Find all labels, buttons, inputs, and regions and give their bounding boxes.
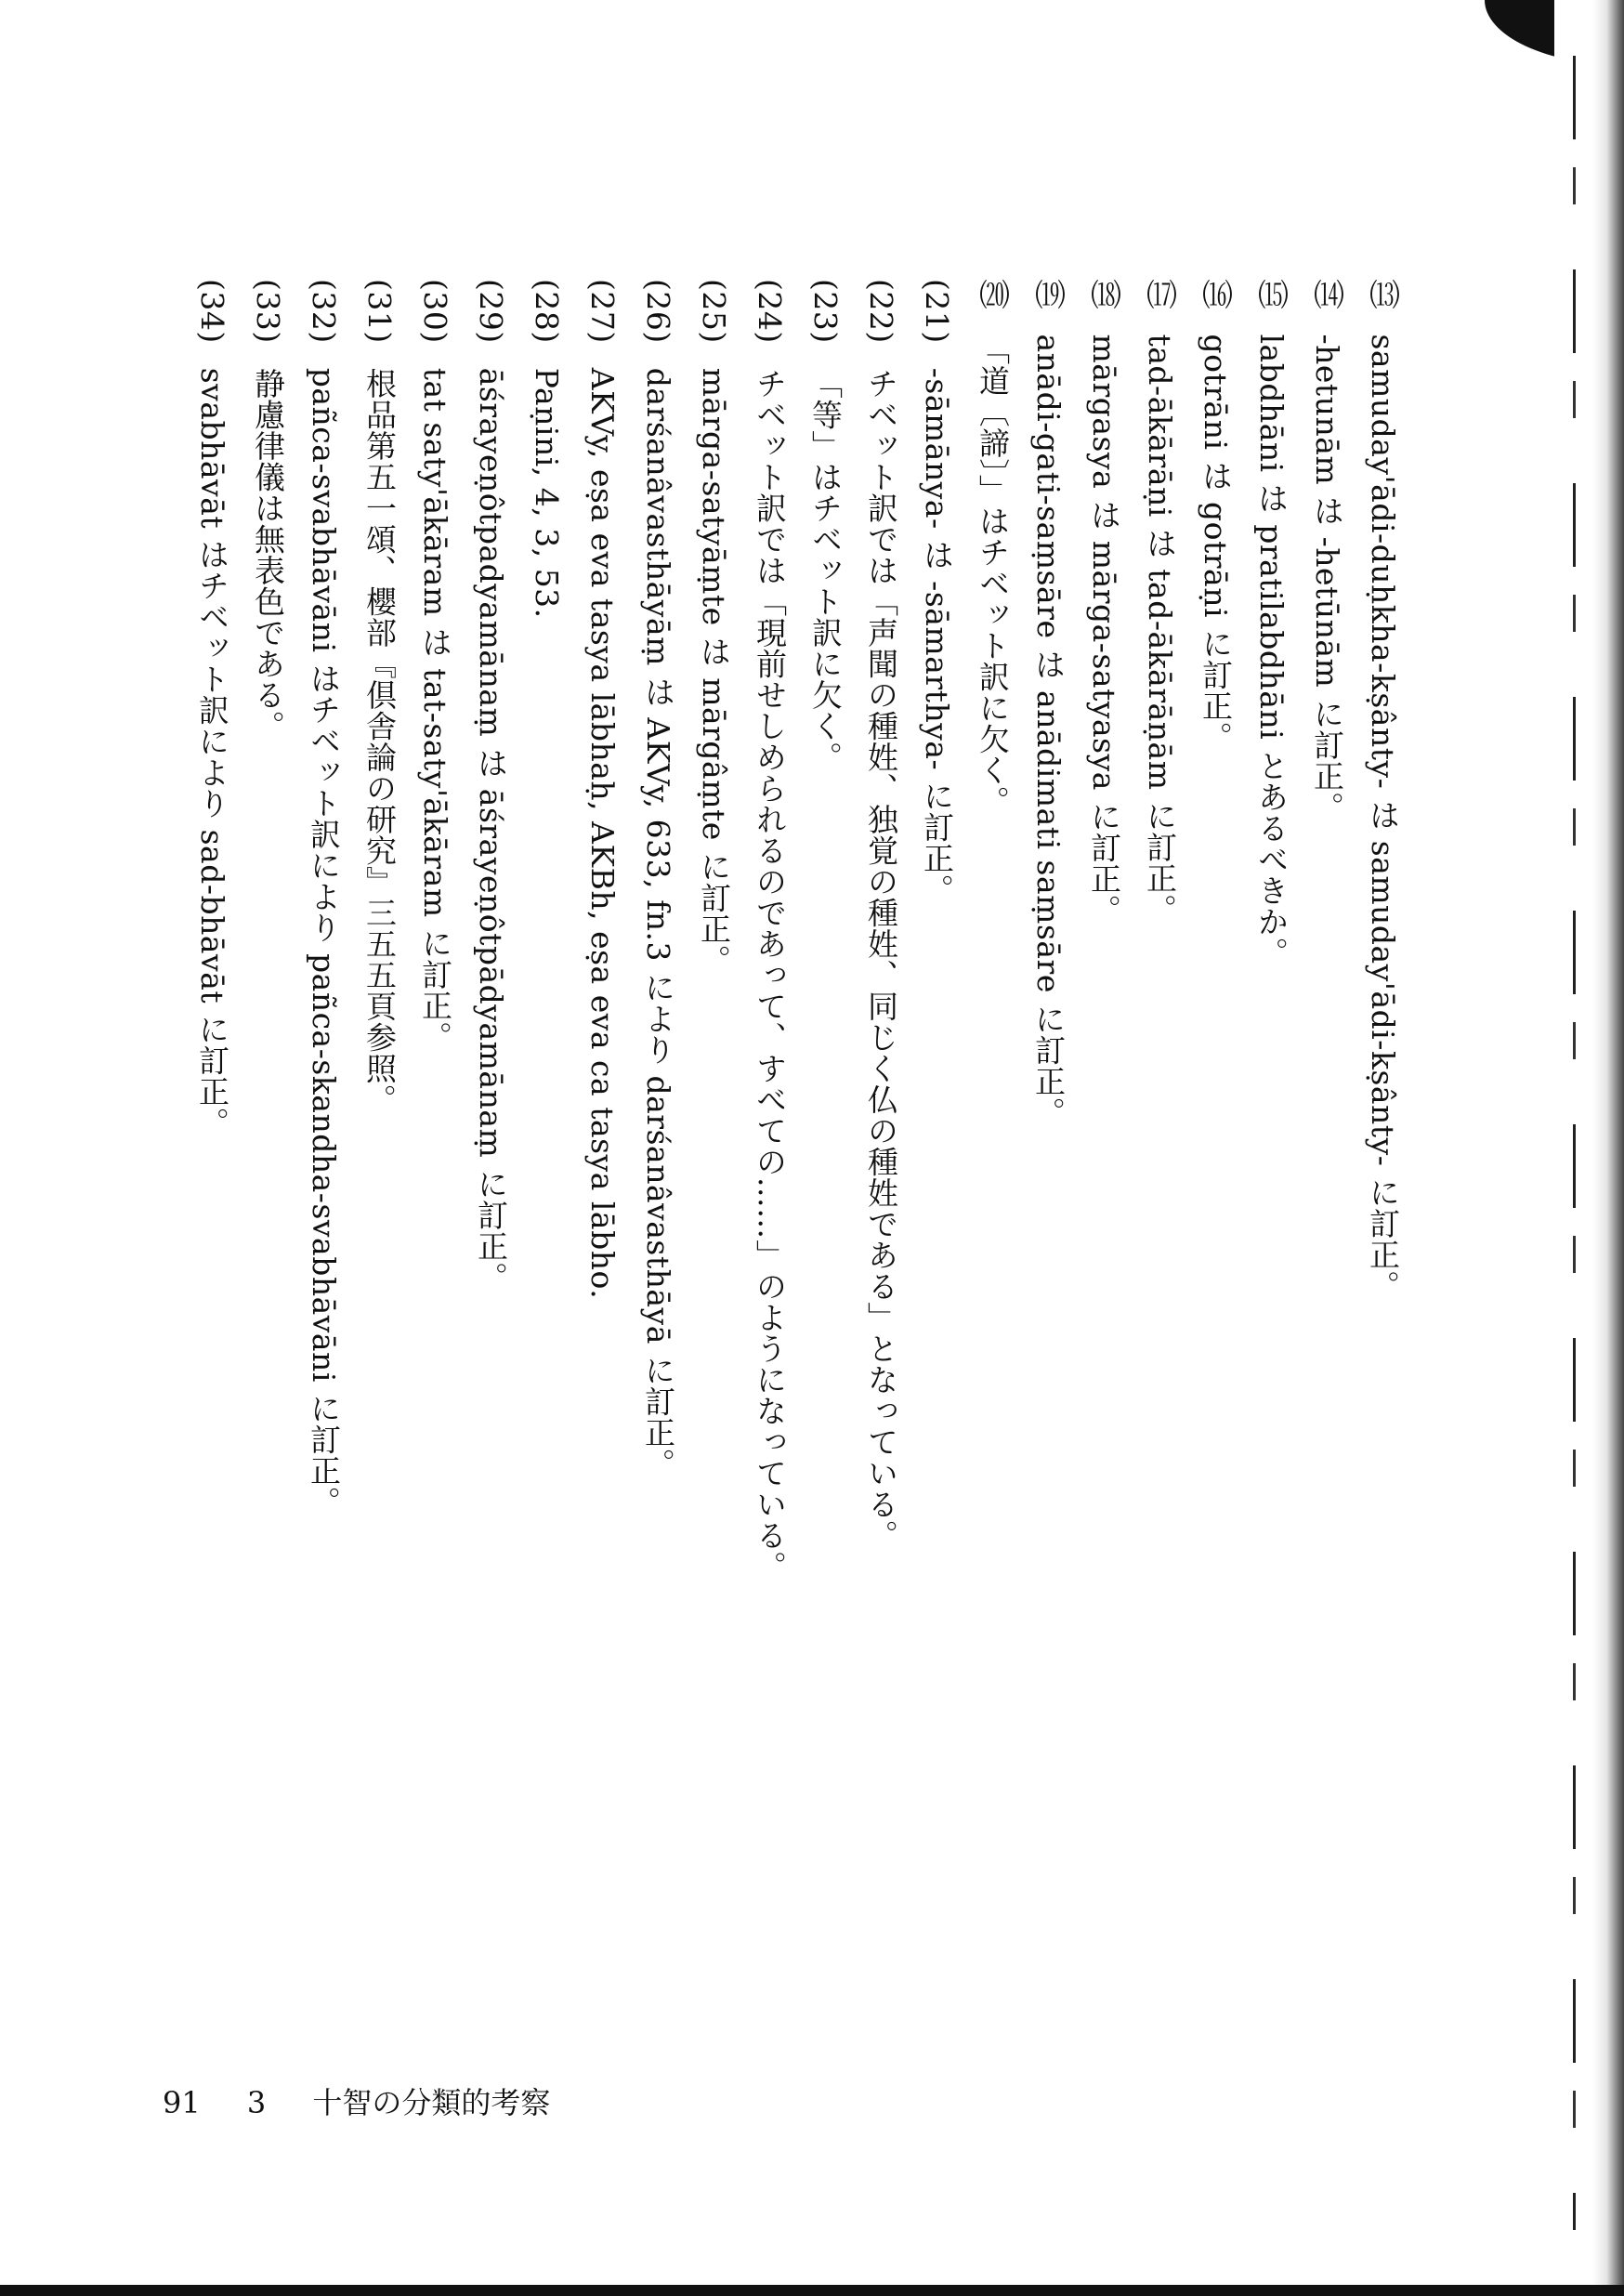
endnote-item — [1243, 279, 1299, 1728]
endnote-item — [518, 279, 574, 1728]
endnote-number: (22) — [863, 279, 899, 344]
endnote-number: ⒃ — [1198, 279, 1234, 310]
endnote-number: (27) — [584, 279, 621, 344]
endnote-number: (23) — [807, 279, 844, 344]
endnote-number: ⒅ — [1086, 279, 1122, 310]
endnote-item — [295, 279, 351, 1728]
endnote-number: (21) — [919, 279, 955, 344]
endnote-text: AKVy, eṣa eva tasya lābhaḥ, AKBh, eṣa eva ca tasya lābho. — [584, 367, 621, 1300]
endnote-item — [1187, 279, 1243, 1728]
endnote-text: darśanâvasthāyāṃ は AKVy, 633, fn.3 により darśanâvasthāyā に訂正。 — [640, 367, 676, 1479]
endnote-number: ⒀ — [1365, 279, 1401, 310]
chapter-number: 3 — [246, 2085, 267, 2120]
endnote-text: mārgasya は mārga-satyasya に訂正。 — [1086, 334, 1122, 925]
endnote-number: (32) — [306, 279, 342, 344]
endnote-item — [1132, 279, 1187, 1728]
endnote-number: (33) — [250, 279, 286, 344]
endnote-item — [1020, 279, 1076, 1728]
endnote-text: チベット訳では「声聞の種姓、独覚の種姓、同じく仏の種姓である」となっている。 — [863, 367, 899, 1551]
endnote-number: (31) — [361, 279, 398, 344]
endnote-item — [407, 279, 463, 1728]
endnote-item — [463, 279, 518, 1728]
page-edge-line — [1573, 56, 1576, 2230]
endnote-text: āśrayeṇôtpadyamānaṃ は āśrayeṇôtpādyamānaṃ に訂正。 — [473, 367, 509, 1293]
page-number: 91 — [163, 2085, 201, 2120]
scan-bottom-edge — [0, 2285, 1624, 2296]
endnote-text: anādi-gati-saṃsāre は anādimati saṃsāre に訂正。 — [1030, 334, 1067, 1128]
endnotes-list — [184, 279, 1410, 1728]
chapter-title: 十智の分類的考察 — [312, 2085, 551, 2120]
endnote-item — [184, 279, 240, 1728]
endnote-text: mārga-satyāṃte は mārgâṃte に訂正。 — [696, 367, 732, 976]
endnote-item — [351, 279, 407, 1728]
endnote-text: tad-ākārāṇi は tad-ākārāṇām に訂正。 — [1142, 334, 1178, 925]
endnote-item — [909, 279, 964, 1728]
endnote-number: (34) — [194, 279, 230, 344]
endnote-number: (26) — [640, 279, 676, 344]
endnote-text: 「道〔諦〕」はチベット訳に欠く。 — [975, 334, 1011, 817]
endnote-item — [1076, 279, 1132, 1728]
endnote-number: (25) — [696, 279, 732, 344]
endnote-number: (24) — [752, 279, 788, 344]
endnote-item — [741, 279, 797, 1728]
endnote-text: -sāmānya- は -sāmarthya- に訂正。 — [919, 367, 955, 906]
endnote-text: svabhāvāt はチベット訳により sad-bhāvāt に訂正。 — [194, 367, 230, 1139]
endnote-number: (28) — [529, 279, 565, 344]
page-footer — [163, 2080, 550, 2122]
endnote-text: 根品第五一頌、櫻部『倶舎論の研究』三五五頁参照。 — [361, 367, 398, 1115]
endnote-text: tat saty'ākāram は tat-saty'ākāram に訂正。 — [417, 367, 453, 1053]
endnote-number: ⒂ — [1253, 279, 1290, 310]
endnote-item — [574, 279, 630, 1728]
endnote-item — [1299, 279, 1355, 1728]
endnote-text: 「等」はチベット訳に欠く。 — [807, 367, 844, 773]
endnote-item — [1355, 279, 1410, 1728]
endnote-number: ⒁ — [1309, 279, 1345, 310]
endnote-item — [240, 279, 295, 1728]
endnote-number: ⒆ — [1030, 279, 1067, 310]
endnote-item — [686, 279, 741, 1728]
endnote-text: pañca-svabhāvāni はチベット訳により pañca-skandha-svabhāvāni に訂正。 — [306, 367, 342, 1517]
endnote-number: (29) — [473, 279, 509, 344]
endnote-number: ⒇ — [975, 279, 1011, 310]
endnote-text: Paṇini, 4, 3, 53. — [529, 367, 565, 619]
endnote-text: -hetunām は -hetūnām に訂正。 — [1309, 334, 1345, 823]
endnote-item — [797, 279, 853, 1728]
endnote-item — [630, 279, 686, 1728]
endnote-number: ⒄ — [1142, 279, 1178, 310]
endnote-text: 静慮律儀は無表色である。 — [250, 367, 286, 741]
endnote-item — [964, 279, 1020, 1728]
endnote-text: チベット訳では「現前せしめられるのであって、すべての……」のようになっている。 — [752, 367, 788, 1582]
page-edge-shadow — [1554, 0, 1624, 2296]
endnote-number: (30) — [417, 279, 453, 344]
endnote-item — [853, 279, 909, 1728]
endnote-text: labdhāni は pratilabdhāni とあるべきか。 — [1253, 334, 1290, 968]
endnote-text: samuday'ādi-duḥkha-kṣânty- は samuday'ādi-kṣânty- に訂正。 — [1365, 334, 1401, 1302]
endnote-text: gotrāni は gotrāṇi に訂正。 — [1198, 334, 1234, 753]
